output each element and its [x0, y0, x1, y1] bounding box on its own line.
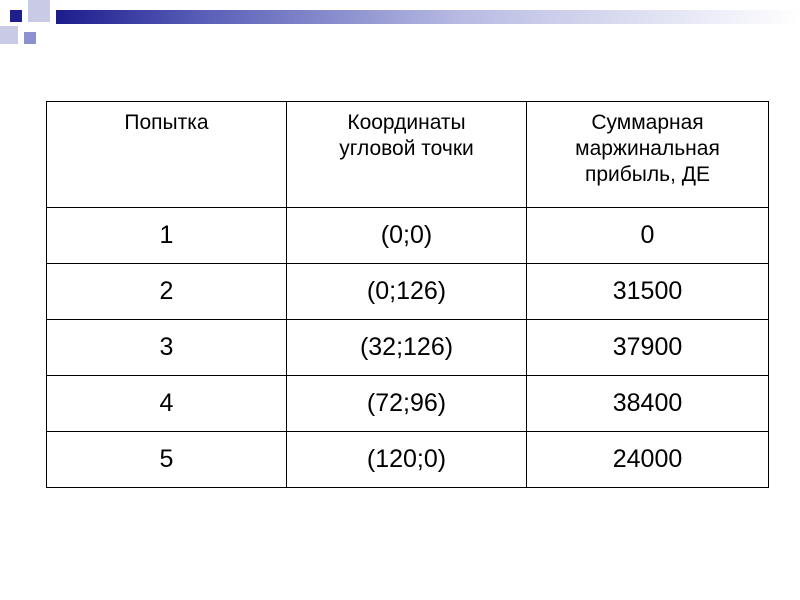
cell-attempt: 4: [47, 376, 287, 432]
cell-coordinates: (72;96): [287, 376, 527, 432]
cell-profit: 0: [527, 208, 769, 264]
table-row: [47, 208, 769, 264]
header-line: Попытка: [124, 111, 209, 134]
cell-attempt: 5: [47, 432, 287, 488]
table-row: [47, 264, 769, 320]
decorative-gradient-bar: [56, 10, 800, 24]
cell-profit: 31500: [527, 264, 769, 320]
table-row: [47, 432, 769, 488]
table-row: [47, 320, 769, 376]
header-line: маржинальная: [575, 137, 720, 160]
decorative-square: [0, 26, 18, 44]
cell-profit: 38400: [527, 376, 769, 432]
header-line: Суммарная: [591, 111, 704, 134]
header-line: прибыль, ДЕ: [585, 163, 710, 186]
decorative-squares: [0, 0, 60, 60]
cell-profit: 24000: [527, 432, 769, 488]
header-corner-coordinates: [287, 102, 527, 208]
decorative-square: [28, 0, 50, 22]
cell-attempt: 1: [47, 208, 287, 264]
cell-coordinates: (0;0): [287, 208, 527, 264]
header-line: Координаты: [347, 111, 466, 134]
table-header-row: [47, 102, 769, 208]
table-row: [47, 376, 769, 432]
cell-attempt: 3: [47, 320, 287, 376]
cell-profit: 37900: [527, 320, 769, 376]
decorative-square: [24, 32, 36, 44]
cell-coordinates: (120;0): [287, 432, 527, 488]
header-attempt: [47, 102, 287, 208]
results-table: [46, 101, 769, 488]
cell-coordinates: (32;126): [287, 320, 527, 376]
header-line: угловой точки: [339, 137, 474, 160]
decorative-square: [10, 10, 22, 22]
cell-coordinates: (0;126): [287, 264, 527, 320]
header-total-margin-profit: [527, 102, 769, 208]
cell-attempt: 2: [47, 264, 287, 320]
